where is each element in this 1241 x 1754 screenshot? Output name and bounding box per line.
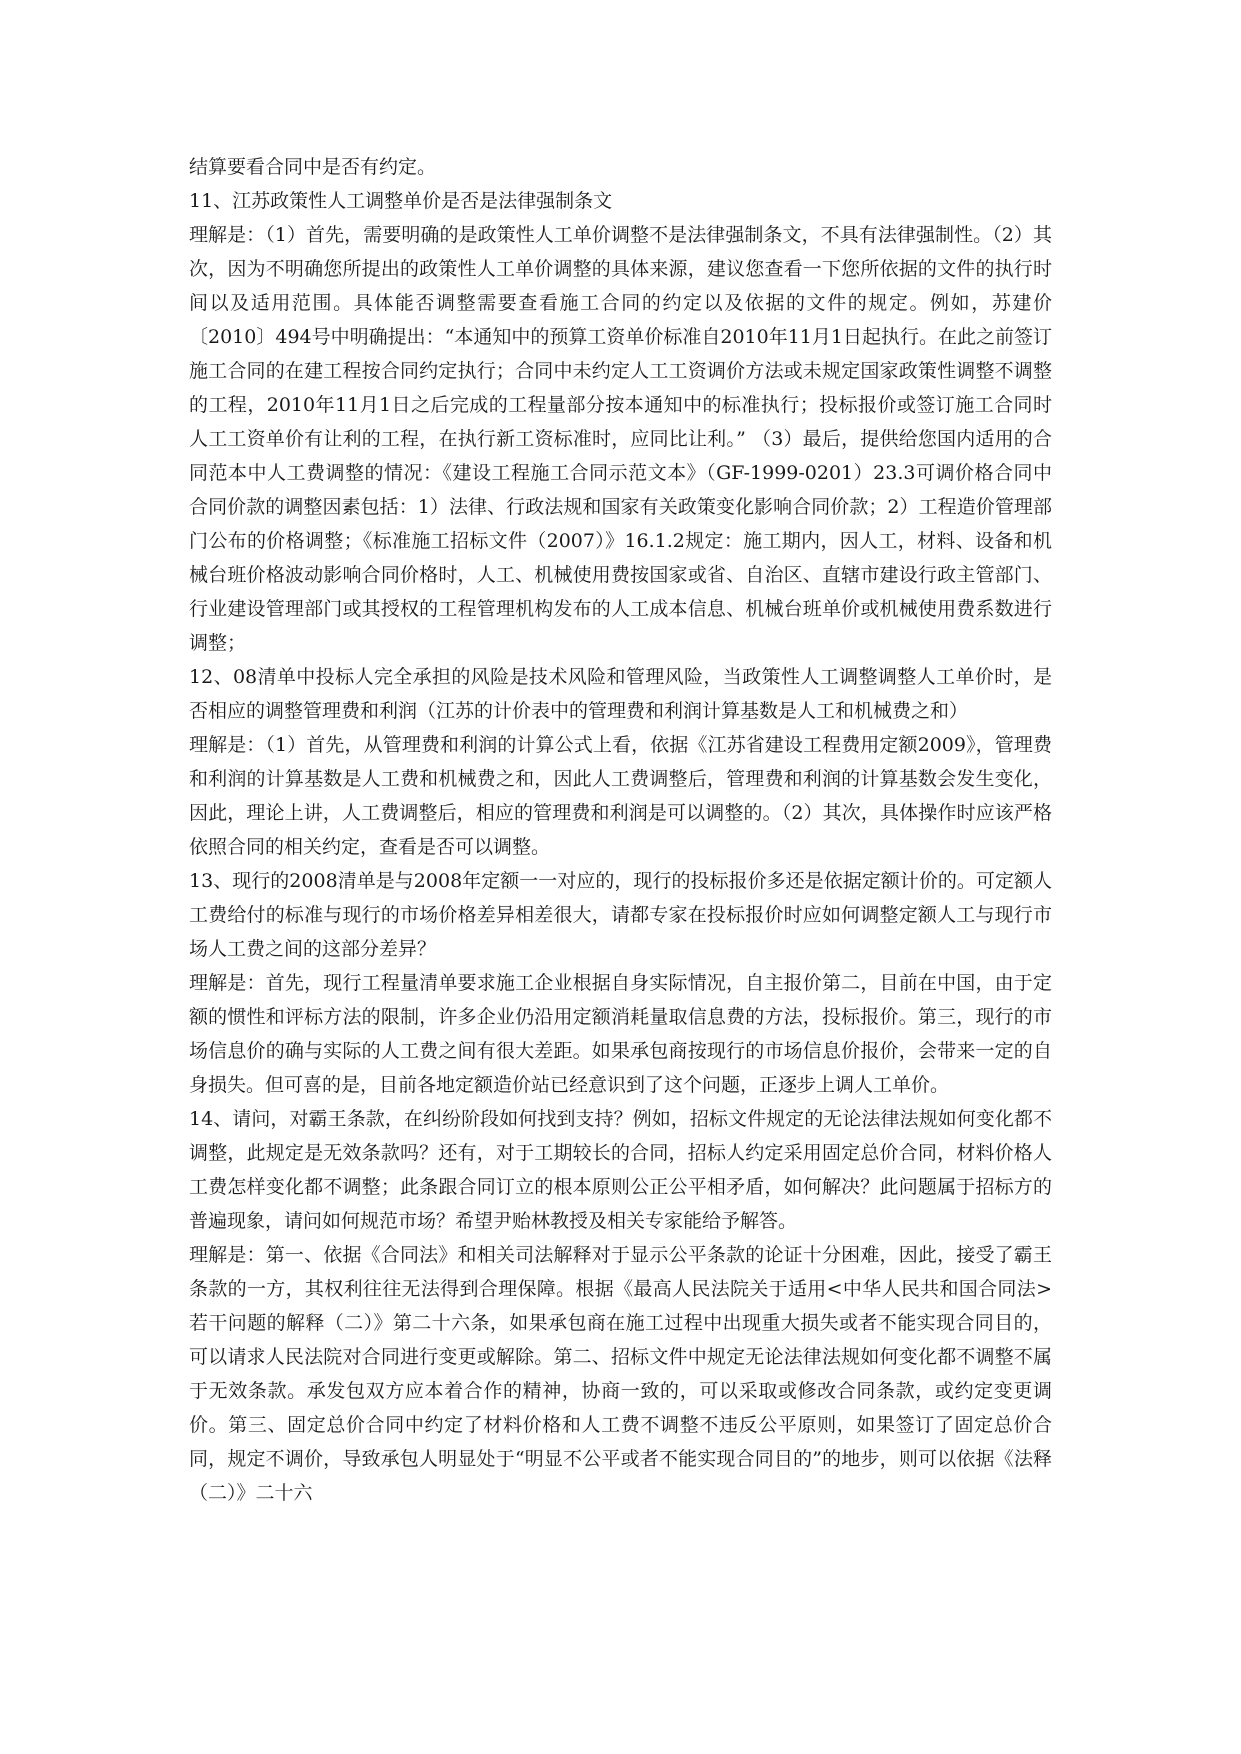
answer-11: 理解是：（1）首先，需要明确的是政策性人工单价调整不是法律强制条文，不具有法律强制性。（2）其次，因为不明确您所提出的政策性人工单价调整的具体来源，建议您查看一下您所依据的文件的执行时间以及适用范围。具体能否调整需要查看施工合同的约定以及依据的文件的规定。例如，苏建价〔2010〕494号中明确提出：“本通知中的预算工资单价标准自2010年11月1日起执行。在此之前签订施工合同的在建工程按合同约定执行；合同中未约定人工工资调价方法或未规定国家政策性调整不调整的工程，2010年11月1日之后完成的工程量部分按本通知中的标准执行；投标报价或签订施工合同时人工工资单价有让利的工程，在执行新工资标准时，应同比让利。” （3）最后，提供给您国内适用的合同范本中人工费调整的情况：《建设工程施工合同示范文本》（GF-1999-0201）23.3可调价格合同中合同价款的调整因素包括：1）法律、行政法规和国家有关政策变化影响合同价款；2）工程造价管理部门公布的价格调整；《标准施工招标文件（2007）》16.1.2规定：施工期内，因人工，材料、设备和机械台班价格波动影响合同价格时，人工、机械使用费按国家或省、自治区、直辖市建设行政主管部门、行业建设管理部门或其授权的工程管理机构发布的人工成本信息、机械台班单价或机械使用费系数进行调整； <box>189 224 1052 654</box>
question-13: 13、现行的2008清单是与2008年定额一一对应的，现行的投标报价多还是依据定额计价的。可定额人工费给付的标准与现行的市场价格差异相差很大，请都专家在投标报价时应如何调整定额人工与现行市场人工费之间的这部分差异？ <box>189 870 1052 960</box>
answer-14: 理解是：第一、依据《合同法》和相关司法解释对于显示公平条款的论证十分困难，因此，接受了霸王条款的一方，其权利往往无法得到合理保障。根据《最高人民法院关于适用<中华人民共和国合同法>若干问题的解释（二）》第二十六条，如果承包商在施工过程中出现重大损失或者不能实现合同目的，可以请求人民法院对合同进行变更或解除。第二、招标文件中规定无论法律法规如何变化都不调整不属于无效条款。承发包双方应本着合作的精神，协商一致的，可以采取或修改合同条款，或约定变更调价。第三、固定总价合同中约定了材料价格和人工费不调整不违反公平原则，如果签订了固定总价合同，规定不调价，导致承包人明显处于“明显不公平或者不能实现合同目的”的地步，则可以依据《法释（二）》二十六 <box>189 1244 1052 1504</box>
question-12: 12、08清单中投标人完全承担的风险是技术风险和管理风险，当政策性人工调整调整人工单价时，是否相应的调整管理费和利润（江苏的计价表中的管理费和利润计算基数是人工和机械费之和） <box>189 666 1052 722</box>
question-14: 14、请问，对霸王条款，在纠纷阶段如何找到支持？例如，招标文件规定的无论法律法规如何变化都不调整，此规定是无效条款吗？还有，对于工期较长的合同，招标人约定采用固定总价合同，材料价格人工费怎样变化都不调整；此条跟合同订立的根本原则公正公平相矛盾，如何解决？此问题属于招标方的普遍现象，请问如何规范市场？希望尹贻林教授及相关专家能给予解答。 <box>189 1108 1052 1232</box>
paragraph-body: 结算要看合同中是否有约定。 <box>189 156 437 178</box>
answer-13: 理解是：首先，现行工程量清单要求施工企业根据自身实际情况，自主报价第二，目前在中国，由于定额的惯性和评标方法的限制，许多企业仍沿用定额消耗量取信息费的方法，投标报价。第三，现行的市场信息价的确与实际的人工费之间有很大差距。如果承包商按现行的市场信息价报价，会带来一定的自身损失。但可喜的是，目前各地定额造价站已经意识到了这个问题，正逐步上调人工单价。 <box>189 972 1052 1096</box>
answer-12: 理解是：（1）首先，从管理费和利润的计算公式上看，依据《江苏省建设工程费用定额2009》，管理费和利润的计算基数是人工费和机械费之和，因此人工费调整后，管理费和利润的计算基数会发生变化，因此，理论上讲，人工费调整后，相应的管理费和利润是可以调整的。（2）其次，具体操作时应该严格依照合同的相关约定，查看是否可以调整。 <box>189 734 1052 858</box>
question-11: 11、江苏政策性人工调整单价是否是法律强制条文 <box>189 190 613 212</box>
document-body <box>189 150 1052 1510</box>
